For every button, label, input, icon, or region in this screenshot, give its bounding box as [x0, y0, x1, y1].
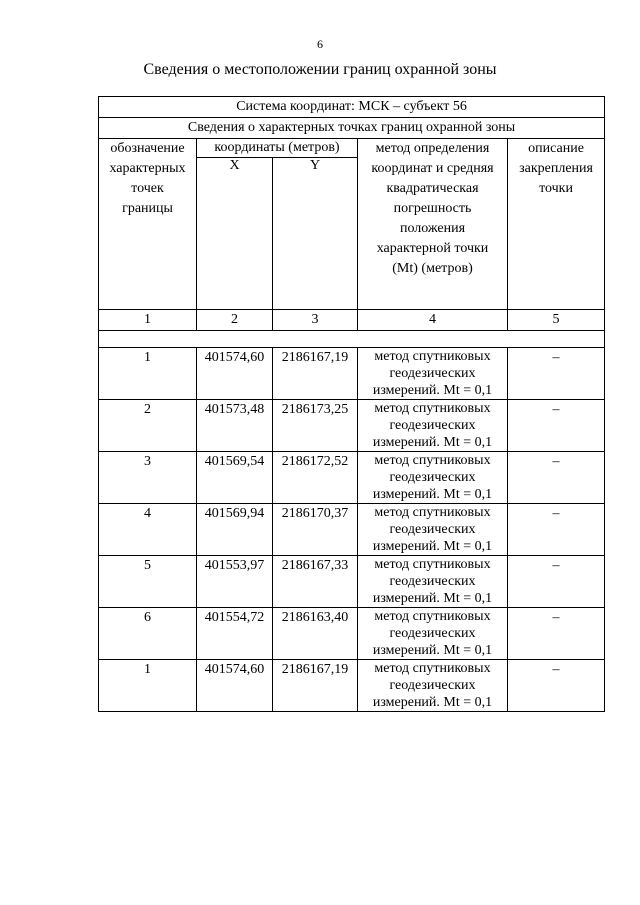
method-line: геодезических: [389, 470, 476, 485]
x-coordinate: 401569,54: [197, 452, 273, 504]
x-coordinate: 401569,94: [197, 504, 273, 556]
table-row: [99, 660, 605, 712]
method-line: измерений. Mt = 0,1: [372, 643, 493, 658]
table-row: [99, 400, 605, 452]
method-line: измерений. Mt = 0,1: [372, 539, 493, 554]
x-coordinate: 401553,97: [197, 556, 273, 608]
table-header-row: [99, 97, 605, 118]
method-line: метод спутниковых: [374, 453, 491, 468]
column-number: 1: [99, 310, 197, 331]
x-coordinate: 401573,48: [197, 400, 273, 452]
description-cell: –: [508, 608, 605, 660]
method-line: метод спутниковых: [374, 609, 491, 624]
y-coordinate: 2186163,40: [273, 608, 358, 660]
description-cell: –: [508, 504, 605, 556]
coordinate-system-header: Система координат: МСК – субъект 56: [99, 97, 605, 118]
y-coordinate: 2186172,52: [273, 452, 358, 504]
point-number: 2: [99, 400, 197, 452]
method-line: метод спутниковых: [374, 349, 491, 364]
table-row: [99, 452, 605, 504]
method-line: метод спутниковых: [374, 661, 491, 676]
method-line: измерений. Mt = 0,1: [372, 695, 493, 710]
point-number: 6: [99, 608, 197, 660]
column-header-row: [99, 139, 605, 158]
method-line: геодезических: [389, 574, 476, 589]
x-header: X: [197, 158, 273, 310]
y-coordinate: 2186173,25: [273, 400, 358, 452]
table-header-row: [99, 118, 605, 139]
document-title: Сведения о местоположении границ охранной зоны: [143, 61, 497, 78]
table-row: [99, 608, 605, 660]
method-line: метод спутниковых: [374, 505, 491, 520]
description-cell: –: [508, 400, 605, 452]
method-line: геодезических: [389, 626, 476, 641]
method-line: геодезических: [389, 522, 476, 537]
description-cell: –: [508, 348, 605, 400]
method-line: измерений. Mt = 0,1: [372, 591, 493, 606]
description-cell: –: [508, 660, 605, 712]
points-info-header: Сведения о характерных точках границ охранной зоны: [99, 118, 605, 139]
x-coordinate: 401574,60: [197, 660, 273, 712]
method-cell: [358, 556, 508, 608]
method-line: метод спутниковых: [374, 401, 491, 416]
column-number: 2: [197, 310, 273, 331]
method-cell: [358, 660, 508, 712]
method-cell: [358, 608, 508, 660]
point-number: 3: [99, 452, 197, 504]
y-coordinate: 2186170,37: [273, 504, 358, 556]
x-coordinate: 401554,72: [197, 608, 273, 660]
column-number: 3: [273, 310, 358, 331]
empty-row: [99, 331, 605, 348]
y-header: Y: [273, 158, 358, 310]
column-number: 5: [508, 310, 605, 331]
method-cell: [358, 400, 508, 452]
method-line: геодезических: [389, 366, 476, 381]
empty-cell: [99, 331, 605, 348]
method-line: геодезических: [389, 418, 476, 433]
column-number: 4: [358, 310, 508, 331]
method-line: метод спутниковых: [374, 557, 491, 572]
table-row: [99, 556, 605, 608]
table-row: [99, 348, 605, 400]
y-coordinate: 2186167,19: [273, 660, 358, 712]
point-number: 5: [99, 556, 197, 608]
method-line: измерений. Mt = 0,1: [372, 435, 493, 450]
point-number: 1: [99, 348, 197, 400]
description-header: описание закрепления точки: [508, 139, 605, 310]
y-coordinate: 2186167,19: [273, 348, 358, 400]
y-coordinate: 2186167,33: [273, 556, 358, 608]
coordinates-header: координаты (метров): [197, 139, 358, 158]
description-cell: –: [508, 556, 605, 608]
method-cell: [358, 504, 508, 556]
method-line: измерений. Mt = 0,1: [372, 383, 493, 398]
method-line: измерений. Mt = 0,1: [372, 487, 493, 502]
boundary-points-table: [98, 96, 605, 712]
column-number-row: [99, 310, 605, 331]
designation-header: обозначение характерных точек границы: [99, 139, 197, 310]
point-number: 1: [99, 660, 197, 712]
table-row: [99, 504, 605, 556]
method-line: геодезических: [389, 678, 476, 693]
method-cell: [358, 348, 508, 400]
method-cell: [358, 452, 508, 504]
point-number: 4: [99, 504, 197, 556]
description-cell: –: [508, 452, 605, 504]
x-coordinate: 401574,60: [197, 348, 273, 400]
page-number: 6: [317, 37, 323, 51]
method-header: метод определения координат и средняя квадратическая погрешность положения характерной точки (Mt) (метров): [358, 139, 508, 310]
